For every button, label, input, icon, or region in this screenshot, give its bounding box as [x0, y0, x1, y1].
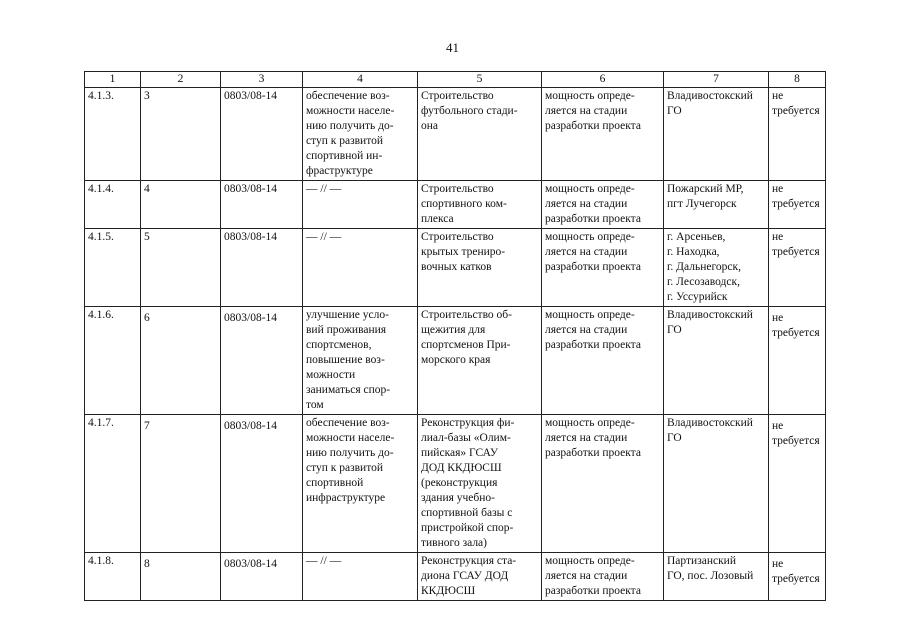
column-header: 6 — [542, 72, 664, 88]
requirement-cell: не требуется — [769, 415, 826, 553]
column-header: 2 — [141, 72, 221, 88]
requirement-cell: не требуется — [769, 307, 826, 415]
document-code: 0803/08-14 — [221, 88, 303, 181]
document-code: 0803/08-14 — [221, 307, 303, 415]
object-cell: Реконструкция фи- лиал-базы «Олим- пийская» ГСАУ ДОД ККДЮСШ (реконструкция здания учебно- спортивной базы с пристройкой спор- тивного зала) — [418, 415, 542, 553]
purpose-cell: улучшение усло- вий проживания спортсменов, повышение воз- можности заниматься спор- том — [303, 307, 418, 415]
document-code: 0803/08-14 — [221, 553, 303, 601]
column-header: 8 — [769, 72, 826, 88]
object-cell: Строительство крытых трениро- вочных катков — [418, 229, 542, 307]
location-cell: Владивостокский ГО — [664, 415, 769, 553]
column-header: 3 — [221, 72, 303, 88]
document-code: 0803/08-14 — [221, 229, 303, 307]
capacity-cell: мощность опреде- ляется на стадии разработки проекта — [542, 229, 664, 307]
item-code: 4.1.8. — [85, 553, 141, 601]
item-code: 4.1.5. — [85, 229, 141, 307]
table-row — [85, 307, 826, 415]
item-number: 5 — [141, 229, 221, 307]
header-row — [85, 72, 826, 88]
object-cell: Строительство об- щежития для спортсменов При- морского края — [418, 307, 542, 415]
planning-table — [84, 71, 826, 601]
page-number: 41 — [446, 40, 459, 55]
purpose-cell: обеспечение воз- можности населе- нию получить до- ступ к развитой спортивной ин- фраструктуре — [303, 88, 418, 181]
item-code: 4.1.6. — [85, 307, 141, 415]
location-cell: г. Арсеньев, г. Находка, г. Дальнегорск, г. Лесозаводск, г. Уссурийск — [664, 229, 769, 307]
item-code: 4.1.3. — [85, 88, 141, 181]
purpose-ditto: — // — — [303, 181, 418, 229]
table-row — [85, 553, 826, 601]
item-number: 8 — [141, 553, 221, 601]
item-code: 4.1.4. — [85, 181, 141, 229]
capacity-cell: мощность опреде- ляется на стадии разработки проекта — [542, 307, 664, 415]
document-code: 0803/08-14 — [221, 415, 303, 553]
item-code: 4.1.7. — [85, 415, 141, 553]
capacity-cell: мощность опреде- ляется на стадии разработки проекта — [542, 415, 664, 553]
requirement-cell: не требуется — [769, 553, 826, 601]
table-row — [85, 415, 826, 553]
capacity-cell: мощность опреде- ляется на стадии разработки проекта — [542, 88, 664, 181]
purpose-cell: обеспечение воз- можности населе- нию получить до- ступ к развитой спортивной инфраструктуре — [303, 415, 418, 553]
object-cell: Реконструкция ста- диона ГСАУ ДОД ККДЮСШ — [418, 553, 542, 601]
purpose-ditto: — // — — [303, 553, 418, 601]
capacity-cell: мощность опреде- ляется на стадии разработки проекта — [542, 181, 664, 229]
location-cell: Партизанский ГО, пос. Лозовый — [664, 553, 769, 601]
column-header: 7 — [664, 72, 769, 88]
location-cell: Владивостокский ГО — [664, 307, 769, 415]
item-number: 3 — [141, 88, 221, 181]
object-cell: Строительство футбольного стади- она — [418, 88, 542, 181]
requirement-cell: не требуется — [769, 229, 826, 307]
requirement-cell: не требуется — [769, 88, 826, 181]
column-header: 1 — [85, 72, 141, 88]
location-cell: Пожарский МР, пгт Лучегорск — [664, 181, 769, 229]
capacity-cell: мощность опреде- ляется на стадии разработки проекта — [542, 553, 664, 601]
item-number: 7 — [141, 415, 221, 553]
purpose-ditto: — // — — [303, 229, 418, 307]
location-cell: Владивостокский ГО — [664, 88, 769, 181]
column-header: 5 — [418, 72, 542, 88]
requirement-cell: не требуется — [769, 181, 826, 229]
table-row — [85, 229, 826, 307]
table-row — [85, 181, 826, 229]
item-number: 6 — [141, 307, 221, 415]
column-header: 4 — [303, 72, 418, 88]
table-row — [85, 88, 826, 181]
object-cell: Строительство спортивного ком- плекса — [418, 181, 542, 229]
document-code: 0803/08-14 — [221, 181, 303, 229]
item-number: 4 — [141, 181, 221, 229]
